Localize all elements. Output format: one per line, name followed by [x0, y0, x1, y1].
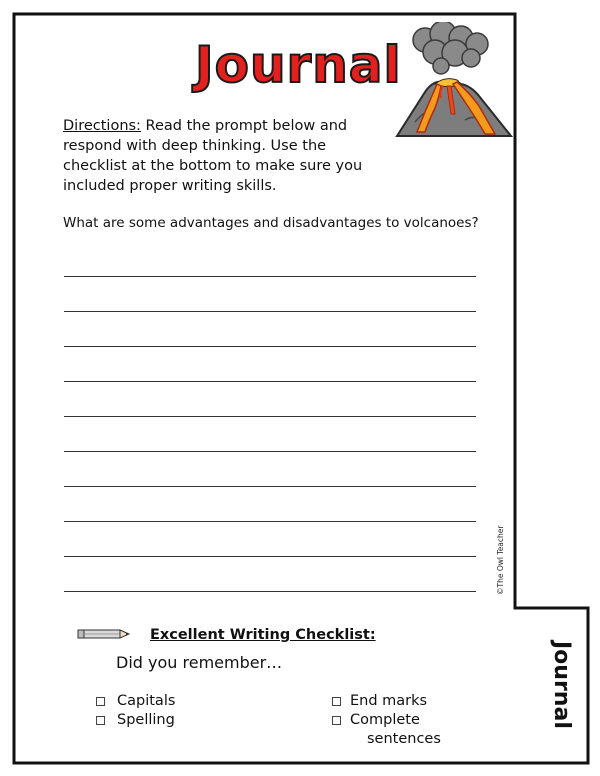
writing-line — [64, 276, 476, 277]
writing-line — [64, 521, 476, 522]
writing-line — [64, 416, 476, 417]
journal-prompt: What are some advantages and disadvantages to volcanoes? — [63, 215, 479, 231]
checklist-item-complete: Complete — [350, 712, 420, 728]
folder-tab-label: Journal — [549, 641, 574, 729]
writing-line — [64, 591, 476, 592]
writing-line — [64, 486, 476, 487]
checkbox-spelling[interactable] — [96, 716, 105, 725]
copyright-credit: ©The Owl Teacher — [496, 525, 505, 595]
checklist-item-complete-continuation: sentences — [367, 731, 441, 747]
checkbox-capitals[interactable] — [96, 697, 105, 706]
checkbox-end-marks[interactable] — [332, 697, 341, 706]
writing-line — [64, 311, 476, 312]
checklist-question: Did you remember… — [116, 653, 283, 672]
pencil-icon — [77, 628, 131, 640]
volcano-illustration — [395, 22, 513, 140]
checkbox-complete-sentences[interactable] — [332, 716, 341, 725]
checklist-item-end-marks: End marks — [350, 693, 428, 709]
writing-line — [64, 556, 476, 557]
checklist-item-capitals: Capitals — [117, 693, 176, 709]
writing-line — [64, 451, 476, 452]
page-title: Journal — [195, 36, 402, 94]
writing-line — [64, 381, 476, 382]
directions-label: Directions: — [63, 118, 141, 134]
directions-text — [63, 116, 393, 196]
writing-line — [64, 346, 476, 347]
checklist-title: Excellent Writing Checklist: — [150, 627, 376, 643]
checklist-item-spelling: Spelling — [117, 712, 175, 728]
directions-body: Read the prompt below and respond with deep thinking. Use the checklist at the bottom to make sure you included proper writing skills. — [63, 118, 363, 194]
